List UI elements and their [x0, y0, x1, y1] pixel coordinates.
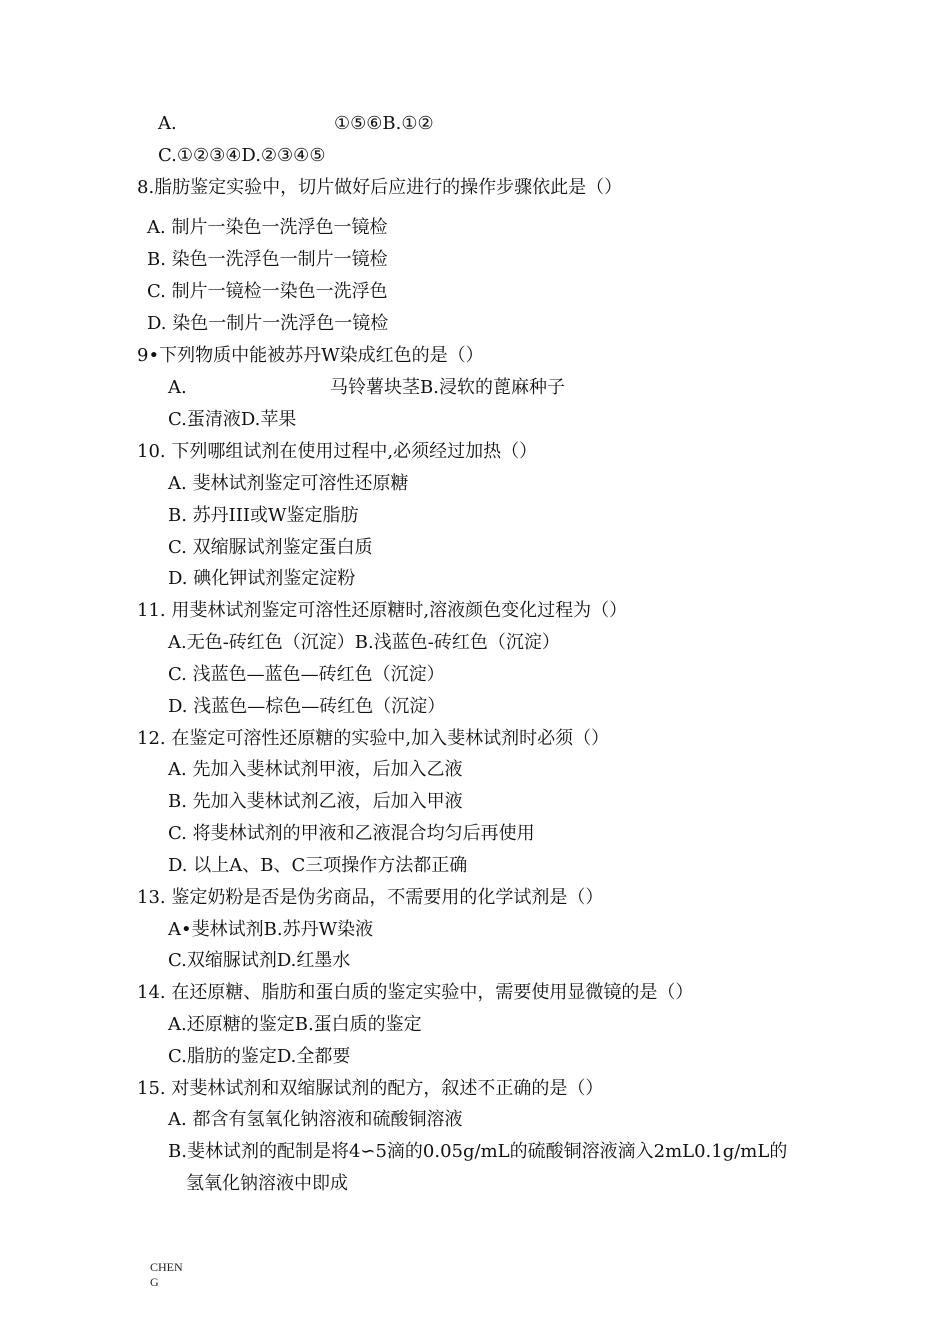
q12-stem: 12. 在鉴定可溶性还原糖的实验中,加入斐林试剂时必须（） — [137, 728, 610, 749]
q15-stem: 15. 对斐林试剂和双缩脲试剂的配方，叙述不正确的是（） — [137, 1078, 604, 1099]
q11-stem: 11. 用斐林试剂鉴定可溶性还原糖时,溶液颜色变化过程为（） — [137, 600, 628, 621]
q15-option-b-line1: B.斐林试剂的配制是将4∽5滴的0.05g/mL的硫酸铜溶液滴入2mL0.1g/mL的 — [168, 1141, 788, 1162]
q9-option-a-label: A. — [168, 377, 187, 398]
q9-option-c-d: C.蛋清液D.苹果 — [168, 409, 297, 430]
q15-option-b-line2: 氢氧化钠溶液中即成 — [186, 1173, 348, 1194]
q7-option-c-d: C.①②③④D.②③④⑤ — [158, 145, 326, 166]
q13-stem: 13. 鉴定奶粉是否是伪劣商品，不需要用的化学试剂是（） — [137, 887, 604, 908]
q13-option-a-b: A•斐林试剂B.苏丹W染液 — [168, 919, 374, 940]
q7-option-a-label: A. — [158, 113, 177, 134]
q8-option-b: B. 染色一洗浮色一制片一镜检 — [147, 249, 388, 270]
q11-option-c: C. 浅蓝色—蓝色—砖红色（沉淀） — [168, 664, 445, 685]
q14-option-c-d: C.脂肪的鉴定D.全都要 — [168, 1046, 351, 1067]
q12-option-b: B. 先加入斐林试剂乙液，后加入甲液 — [168, 791, 463, 812]
q10-option-c: C. 双缩脲试剂鉴定蛋白质 — [168, 537, 373, 558]
q10-option-a: A. 斐林试剂鉴定可溶性还原糖 — [168, 473, 409, 494]
q12-option-d: D. 以上A、B、C三项操作方法都正确 — [168, 855, 468, 876]
q8-stem: 8.脂肪鉴定实验中，切片做好后应进行的操作步骤依此是（） — [137, 177, 623, 198]
q8-option-d: D. 染色一制片一洗浮色一镜检 — [147, 313, 389, 334]
footer-mark-line2: G — [150, 1275, 159, 1289]
q12-option-c: C. 将斐林试剂的甲液和乙液混合均匀后再使用 — [168, 823, 535, 844]
q9-stem: 9•下列物质中能被苏丹W染成红色的是（） — [137, 345, 484, 366]
q12-option-a: A. 先加入斐林试剂甲液，后加入乙液 — [168, 759, 463, 780]
q10-stem: 10. 下列哪组试剂在使用过程中,必须经过加热（） — [137, 441, 538, 462]
q8-option-a: A. 制片一染色一洗浮色一镜检 — [147, 217, 388, 238]
q14-option-a-b: A.还原糖的鉴定B.蛋白质的鉴定 — [168, 1014, 422, 1035]
q15-option-a: A. 都含有氢氧化钠溶液和硫酸铜溶液 — [168, 1109, 463, 1130]
footer-mark-line1: CHEN — [150, 1260, 183, 1274]
q11-option-a-b: A.无色-砖红色（沉淀）B.浅蓝色-砖红色（沉淀） — [168, 632, 560, 653]
q10-option-b: B. 苏丹III或W鉴定脂肪 — [168, 505, 359, 526]
q14-stem: 14. 在还原糖、脂肪和蛋白质的鉴定实验中，需要使用显微镜的是（） — [137, 982, 694, 1003]
q13-option-c-d: C.双缩脲试剂D.红墨水 — [168, 950, 351, 971]
q11-option-d: D. 浅蓝色—棕色—砖红色（沉淀） — [168, 696, 446, 717]
q8-option-c: C. 制片一镜检一染色一洗浮色 — [147, 281, 388, 302]
q7-option-a-b: ①⑤⑥B.①② — [334, 113, 434, 134]
q10-option-d: D. 碘化钾试剂鉴定淀粉 — [168, 568, 356, 589]
q9-option-a-b: 马铃薯块茎B.浸软的蓖麻种子 — [330, 377, 565, 398]
